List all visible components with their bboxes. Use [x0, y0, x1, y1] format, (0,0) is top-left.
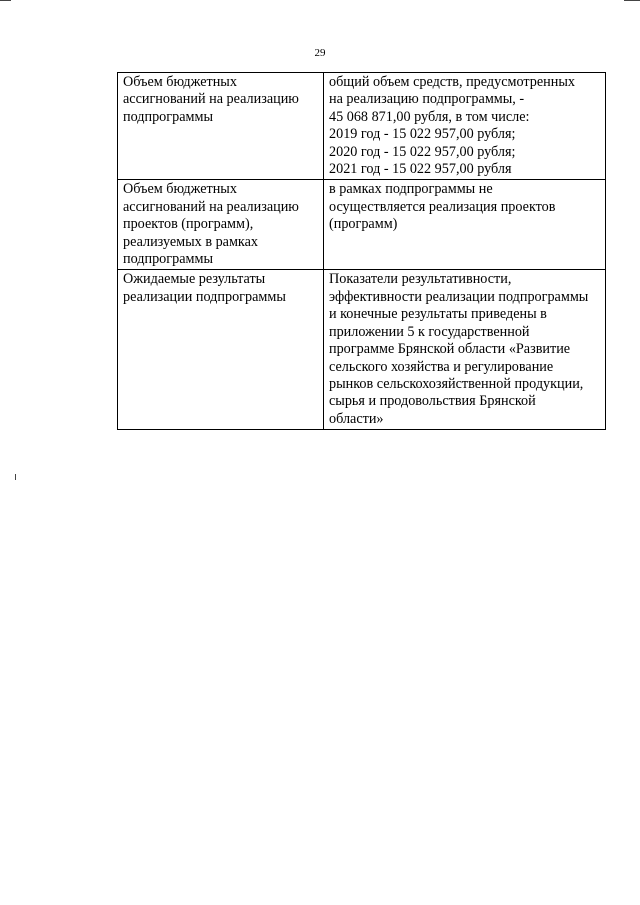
- value-text-line: в рамках подпрограммы не: [329, 181, 493, 198]
- value-text-line: общий объем средств, предусмотренных: [329, 74, 575, 90]
- value-text-line: рынков сельскохозяйственной продукции,: [329, 375, 584, 392]
- row-label-cell: [118, 73, 324, 180]
- value-text-line: 2021 год - 15 022 957,00 рубля: [329, 161, 512, 178]
- value-text-line: приложении 5 к государственной: [329, 323, 530, 340]
- label-text-line: ассигнований на реализацию: [123, 198, 299, 215]
- value-text-line: 2020 год - 15 022 957,00 рубля;: [329, 143, 516, 160]
- label-text-line: Объем бюджетных: [123, 181, 237, 198]
- table-row: [118, 73, 606, 180]
- row-value-cell: [324, 270, 606, 430]
- value-text-line: на реализацию подпрограммы, -: [329, 91, 525, 108]
- row-value-cell: [324, 180, 606, 270]
- table-row: [118, 270, 606, 430]
- scan-edge-mark-left: [15, 474, 16, 480]
- label-text-line: Ожидаемые результаты: [123, 271, 266, 288]
- value-text-line: Показатели результативности,: [329, 271, 512, 288]
- row-value-cell: [324, 73, 606, 180]
- row-label-cell: [118, 180, 324, 270]
- value-text-line: 2019 год - 15 022 957,00 рубля;: [329, 126, 516, 143]
- value-text-line: области»: [329, 410, 384, 427]
- label-text-line: подпрограммы: [123, 108, 213, 125]
- value-text-line: сырья и продовольствия Брянской: [329, 393, 536, 410]
- value-text-line: сельского хозяйства и регулирование: [329, 358, 554, 375]
- scan-edge-mark-top-right: [624, 0, 640, 1]
- label-text-line: ассигнований на реализацию: [123, 91, 299, 108]
- value-text-line: (программ): [329, 216, 398, 233]
- value-text-line: 45 068 871,00 рубля, в том числе:: [329, 108, 530, 125]
- value-text-line: программе Брянской области «Развитие: [329, 341, 571, 358]
- scan-edge-mark-top-left: [0, 0, 11, 1]
- subprogram-info-table: [117, 72, 606, 430]
- value-text-line: осуществляется реализация проектов: [329, 198, 556, 215]
- label-text-line: реализуемых в рамках: [123, 233, 259, 250]
- table-row: [118, 180, 606, 270]
- label-text-line: Объем бюджетных: [123, 74, 237, 90]
- label-text-line: реализации подпрограммы: [123, 288, 286, 305]
- value-text-line: и конечные результаты приведены в: [329, 306, 547, 323]
- label-text-line: подпрограммы: [123, 251, 213, 268]
- value-text-line: эффективности реализации подпрограммы: [329, 288, 589, 305]
- label-text-line: проектов (программ),: [123, 216, 254, 233]
- row-label-cell: [118, 270, 324, 430]
- page-number: 29: [314, 47, 326, 59]
